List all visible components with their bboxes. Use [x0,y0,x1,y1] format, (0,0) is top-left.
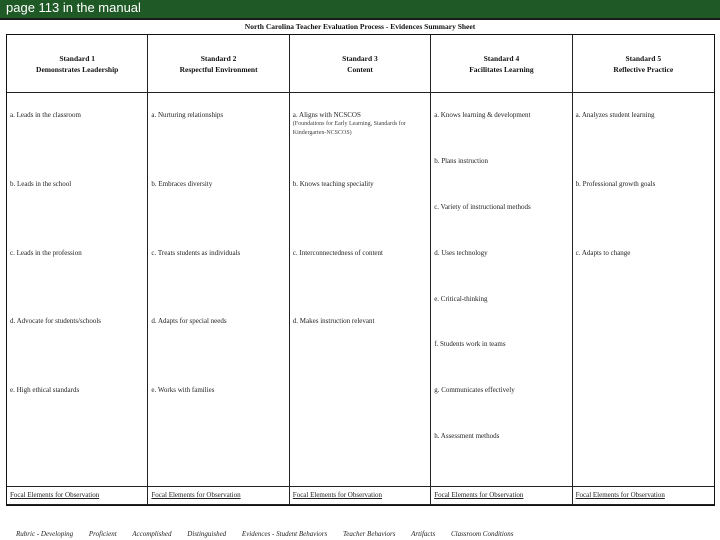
rubric-term: Accomplished [132,530,172,538]
sheet-title: North Carolina Teacher Evaluation Process - Evidences Summary Sheet [244,22,476,31]
rubric-term: Teacher Behaviors [343,530,396,538]
rubric-legend [16,530,716,538]
element-item: a. Leads in the classroom [10,111,81,119]
element-item: d. Uses technology [434,249,488,257]
evidence-summary-sheet [0,18,720,540]
standard-number: Standard 5 [625,53,662,63]
standards-table [6,34,715,506]
element-item: c. Variety of instructional methods [434,203,531,211]
standard-name: Facilitates Learning [469,64,534,74]
element-item [293,111,428,138]
page-caption: page 113 in the manual [0,0,720,18]
standard-number: Standard 2 [200,53,237,63]
standard-3-header [290,35,431,93]
element-item: c. Adapts to change [575,249,631,257]
element-item: b. Embraces diversity [151,180,213,188]
element-item: b. Professional growth goals [575,180,656,188]
element-item: a. Nurturing relationships [151,111,224,119]
element-item-text: a. Aligns with NCSCOS [292,111,361,119]
focal-elements-label: Focal Elements for Observation [573,487,714,505]
element-item: c. Interconnectedness of content [292,249,383,257]
standard-2-header [148,35,289,93]
standard-name: Respectful Environment [179,64,258,74]
standard-4-items [431,93,572,487]
element-item: d. Advocate for students/schools [10,317,101,325]
element-item: f. Students work in teams [434,340,506,348]
element-item-note: (Foundations for Early Learning, Standards for Kindergarten-NCSCOS) [292,121,406,136]
standard-name: Demonstrates Leadership [36,64,119,74]
element-item: a. Analyzes student learning [575,111,655,119]
element-item: h. Assessment methods [434,432,500,440]
standard-5-header [573,35,714,93]
standard-5-items [573,93,714,487]
standard-number: Standard 4 [483,53,520,63]
element-item: a. Knows learning & development [434,111,531,119]
element-item: e. Works with families [151,386,215,394]
element-item: b. Plans instruction [434,157,489,165]
element-item: b. Knows teaching speciality [292,180,374,188]
standard-1-header [7,35,148,93]
standard-2-items [148,93,289,487]
rubric-term: Proficient [88,530,117,538]
element-item: e. High ethical standards [10,386,80,394]
rubric-term: Classroom Conditions [450,530,514,538]
element-item: b. Leads in the school [10,180,72,188]
element-item: e. Critical-thinking [434,295,488,303]
element-item: d. Adapts for special needs [151,317,227,325]
standard-3-items [290,93,431,487]
rubric-term: Evidences - Student Behaviors [241,530,328,538]
element-item: c. Treats students as individuals [151,249,241,257]
element-item: g. Communicates effectively [434,386,515,394]
rubric-term: Distinguished [187,530,227,538]
standard-1-items [7,93,148,487]
focal-elements-label: Focal Elements for Observation [7,487,148,505]
standard-number: Standard 1 [59,53,96,63]
standard-name: Reflective Practice [613,64,674,74]
standard-number: Standard 3 [342,53,378,63]
standard-4-header [431,35,572,93]
rubric-term: Artifacts [411,530,436,538]
focal-elements-label: Focal Elements for Observation [290,487,431,505]
element-item: c. Leads in the profession [10,249,82,257]
element-item: d. Makes instruction relevant [292,317,375,325]
rubric-term: Rubric - Developing [16,530,74,538]
standard-name: Content [347,64,373,74]
focal-elements-label: Focal Elements for Observation [431,487,572,505]
focal-elements-label: Focal Elements for Observation [148,487,289,505]
